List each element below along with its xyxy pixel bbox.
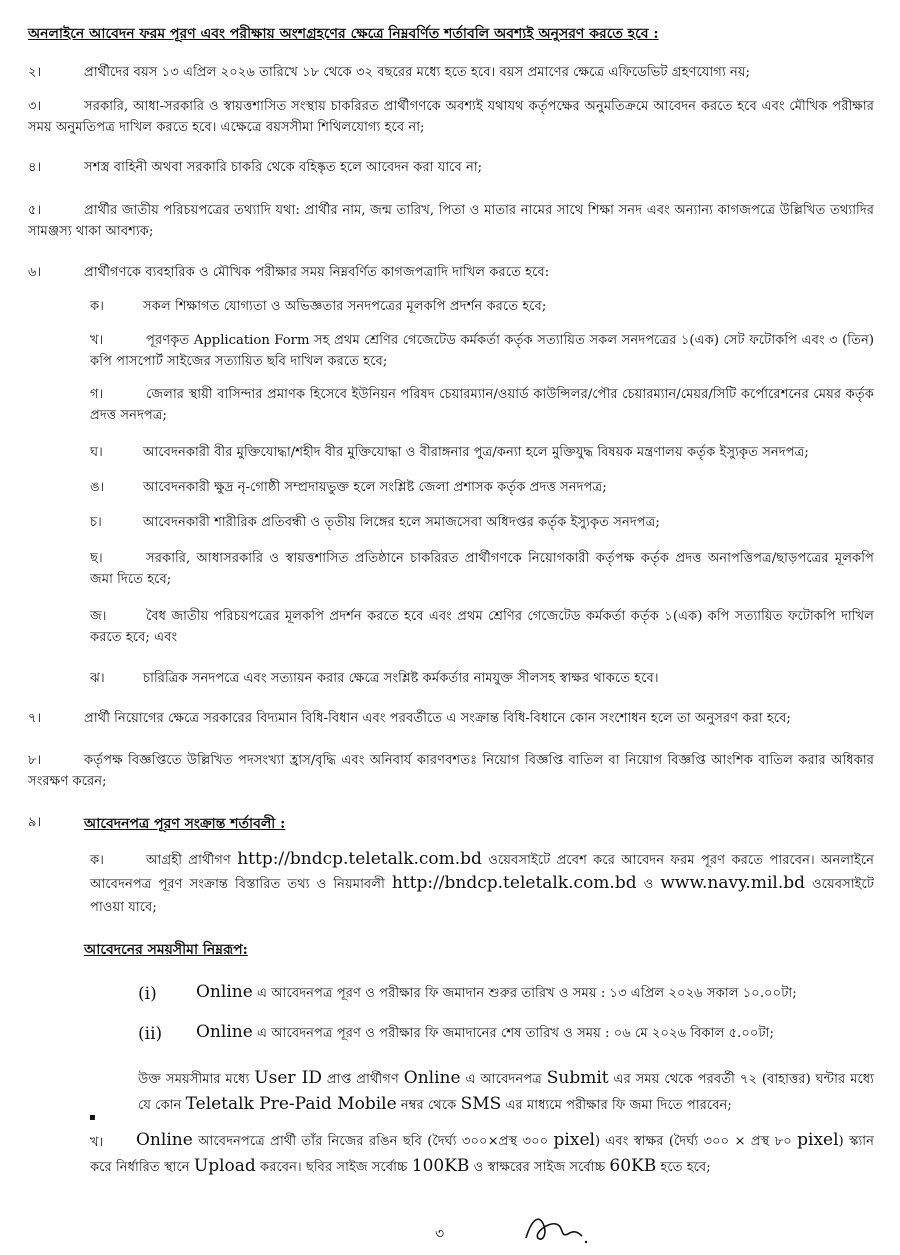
sub-item-number: জ। (90, 609, 107, 624)
text-span: Online (136, 1130, 193, 1150)
fee-note (138, 1066, 874, 1118)
text-span: ) স্ক্যান করে নির্ধারিত স্থানে (90, 1134, 875, 1175)
signature-icon (520, 1208, 590, 1248)
sub-item-text: সরকারি, আধাসরকারি ও স্বায়ত্তশাসিত প্রতিষ্ঠানে চাকরিরত প্রার্থীগণকে নিয়োগকারী কর্তৃপক্ষ কর্তৃক প্রদত্ত অনাপত্তিপত্র/ছাড়পত্রের মূলকপি জমা দিতে হবে; (90, 551, 874, 587)
sub-item-number: খ। (90, 1135, 104, 1150)
item-text: প্রার্থীদের বয়স ১৩ এপ্রিল ২০২৬ তারিখে ১৮ থেকে ৩২ বছরের মধ্যে হতে হবে। বয়স প্রমাণের ক্ষেত্রে এফিডেভিট গ্রহণযোগ্য নয়; (84, 65, 751, 80)
item-text: প্রার্থীর জাতীয় পরিচয়পত্রের তথ্যাদি যথা: প্রার্থীর নাম, জন্ম তারিখ, পিতা ও মাতার নামের সাথে শিক্ষা সনদ এবং অন্যান্য কাগজপত্রে উল্লিখিত তথ্যাদির সামঞ্জস্য থাকা আবশ্যক; (28, 203, 874, 239)
text-span: Online (403, 1068, 461, 1088)
deadline-number: (ii) (138, 1024, 163, 1044)
sub-item-text: আবেদনকারী ক্ষুদ্র নৃ-গোষ্ঠী সম্প্রদায়ভুক্ত হলে সংশ্লিষ্ট জেলা প্রশাসক কর্তৃক প্রদত্ত সনদপত্র; (143, 480, 607, 495)
text-span: আগ্রহী প্রার্থীগণ (146, 853, 238, 868)
item-text: প্রার্থীগণকে ব্যবহারিক ও মৌখিক পরীক্ষার সময় নিম্নবর্ণিত কাগজপত্রাদি দাখিল করতে হবে: (84, 265, 550, 280)
item-number: ২। (28, 65, 42, 80)
sub-item-text: চারিত্রিক সনদপত্রে এবং সত্যায়ন করার ক্ষেত্রে সংশ্লিষ্ট কর্মকর্তার নামযুক্ত সীলসহ স্বাক্ষর থাকতে হবে। (143, 671, 659, 686)
item-text: সশস্ত্র বাহিনী অথবা সরকারি চাকরি থেকে বহিষ্কৃত হলে আবেদন করা যাবে না; (84, 160, 483, 175)
text-span: ও (636, 877, 661, 892)
page-heading: অনলাইনে আবেদন ফরম পূরণ এবং পরীক্ষায় অংশগ্রহণের ক্ষেত্রে নিম্নবর্ণিত শর্তাবলি অবশ্যই অনুসরণ করতে হবে : (28, 26, 659, 42)
website-link[interactable]: http://bndcp.teletalk.com.bd (391, 873, 637, 893)
text-span: Upload (193, 1156, 256, 1176)
text-span: হতে হবে; (656, 1160, 711, 1175)
text-span: ) এবং স্বাক্ষর (দৈর্ঘ্য ৩০০ × প্রস্থ ৮০ (594, 1134, 798, 1149)
text-span: ও স্বাক্ষরের সাইজ সর্বোচ্চ (469, 1160, 610, 1175)
sub-item-number: ক। (90, 853, 104, 868)
website-link[interactable]: www.navy.mil.bd (660, 873, 805, 893)
sub-item-text (90, 1128, 874, 1180)
item-text: কর্তৃপক্ষ বিজ্ঞপ্তিতে উল্লিখিত পদসংখ্যা হ্রাস/বৃদ্ধি এবং অনিবার্য কারণবশতঃ নিয়োগ বিজ্ঞপ্তি বাতিল বা নিয়োগ বিজ্ঞপ্তি আংশিক বাতিল করার অধিকার সংরক্ষণ করেন; (28, 753, 874, 789)
sub-item-number: গ। (90, 387, 104, 402)
item-number: ৩। (28, 99, 42, 114)
sub-item-number: ঘ। (90, 445, 103, 460)
text-span: উক্ত সময়সীমার মধ্যে (138, 1072, 255, 1087)
text-span: ওয়েবসাইটে পাওয়া যাবে; (90, 877, 875, 915)
text-span: এ আবেদনপত্র পূরণ ও পরীক্ষার ফি জমাদানের শেষ তারিখ ও সময় : ০৬ মে ২০২৬ বিকাল ৫.০০টা; (252, 1026, 774, 1041)
online-label: Online (196, 1022, 253, 1042)
text-span: User ID (254, 1068, 322, 1088)
sub-item-text: পূরণকৃত Application Form সহ প্রথম শ্রেণির গেজেটেড কর্মকর্তা কর্তৃক সত্যায়িত সকল সনদপত্রের ১(এক) সেট ফটোকপি এবং ৩ (তিন) কপি পাসপোর্ট সাইজের সত্যায়িত ছবি দাখিল করতে হবে; (90, 333, 874, 369)
sub-item-number: ছ। (90, 551, 103, 566)
text-span: নম্বর থেকে (396, 1098, 461, 1113)
text-span: SMS (460, 1094, 502, 1114)
stray-mark: ▪ (89, 1112, 96, 1123)
sub-item-text (90, 848, 874, 919)
deadline-number: (i) (138, 984, 157, 1004)
sub-item-number: খ। (90, 333, 104, 348)
text-span: প্রাপ্ত প্রার্থীগণ (322, 1072, 404, 1087)
item-number: ৮। (28, 753, 42, 768)
text-span: আবেদনপত্রে প্রার্থী তাঁর নিজের রঙিন ছবি (দৈর্ঘ্য ৩০০×প্রস্থ ৩০০ (192, 1134, 554, 1149)
sub-item-number: ক। (90, 299, 104, 314)
text-span: 100KB (411, 1156, 470, 1176)
item-text: সরকারি, আধা-সরকারি ও স্বায়ত্তশাসিত সংস্থায় চাকরিরত প্রার্থীগণকে অবশ্যই যথাযথ কর্তৃপক্ষের অনুমতিক্রমে আবেদন করতে হবে এবং মৌখিক পরীক্ষার সময় অনুমতিপত্র দাখিল করতে হবে। এক্ষেত্রে বয়সসীমা শিথিলযোগ্য হবে না; (28, 99, 874, 135)
item-number: ৪। (28, 160, 42, 175)
text-span: ওয়েবসাইটে প্রবেশ করে আবেদন ফরম পূরণ করতে পারবেন। অনলাইনে আবেদনপত্র পূরণ সংক্রান্ত বিস্তারিত তথ্য ও নিয়মাবলী (90, 853, 874, 892)
sub-item-text: সকল শিক্ষাগত যোগ্যতা ও অভিজ্ঞতার সনদপত্রের মূলকপি প্রদর্শন করতে হবে; (143, 299, 547, 314)
sub-item-number: ঙ। (90, 480, 105, 495)
item-number: ৭। (28, 711, 42, 726)
text-span: এর সময় থেকে পরবর্তী ৭২ (বাহাত্তর) ঘন্টার মধ্যে যে কোন (138, 1072, 874, 1113)
text-span: pixel (553, 1130, 595, 1150)
deadline-text (196, 982, 876, 1004)
text-span: এ আবেদনপত্র পূরণ ও পরীক্ষার ফি জমাদান শুরুর তারিখ ও সময় : ১৩ এপ্রিল ২০২৬ সকাল ১০.০০টা; (252, 986, 797, 1001)
text-span: এ আবেদনপত্র (460, 1072, 547, 1087)
text-span: pixel (797, 1130, 839, 1150)
text-span: Submit (546, 1068, 609, 1088)
item-number: ৫। (28, 203, 42, 218)
text-span: এর মাধ্যমে পরীক্ষার ফি জমা দিতে পারবেন; (501, 1098, 732, 1113)
sub-item-text: আবেদনকারী বীর মুক্তিযোদ্ধা/শহীদ বীর মুক্তিযোদ্ধা ও বীরাঙ্গনার পুত্র/কন্যা হলে মুক্তিযুদ্ধ বিষয়ক মন্ত্রণালয় কর্তৃক ইস্যুকৃত সনদপত্র; (143, 445, 809, 460)
sub-item-text: বৈধ জাতীয় পরিচয়পত্রের মূলকপি প্রদর্শন করতে হবে এবং প্রথম শ্রেণির গেজেটেড কর্মকর্তা কর্তৃক ১(এক) কপি সত্যায়িত ফটোকপি দাখিল করতে হবে; এবং (90, 609, 874, 645)
sub-item-text: আবেদনকারী শারীরিক প্রতিবন্ধী ও তৃতীয় লিঙ্গের হলে সমাজসেবা অধিদপ্তর কর্তৃক ইস্যুকৃত সনদপত্র; (143, 515, 660, 530)
item-text: প্রার্থী নিয়োগের ক্ষেত্রে সরকারের বিদ্যমান বিধি-বিধান এবং পরবর্তীতে এ সংক্রান্ত বিধি-বিধানে কোন সংশোধন হলে তা অনুসরণ করা হবে; (84, 711, 791, 726)
deadline-text (196, 1022, 876, 1044)
item-number: ৬। (28, 265, 42, 280)
text-span: Teletalk Pre-Paid Mobile (185, 1094, 397, 1114)
sub-item-number: ঝ। (90, 671, 105, 686)
section-title: আবেদনপত্র পূরণ সংক্রান্ত শর্তাবলী : (84, 816, 286, 832)
item-number: ৯। (28, 815, 42, 830)
website-link[interactable]: http://bndcp.teletalk.com.bd (237, 849, 482, 869)
page-number: ৩ (435, 1226, 445, 1242)
online-label: Online (196, 982, 253, 1002)
text-span: করবেন। ছবির সাইজ সর্বোচ্চ (255, 1160, 412, 1175)
text-span: 60KB (609, 1156, 657, 1176)
deadline-title: আবেদনের সময়সীমা নিম্নরূপ: (84, 942, 248, 958)
sub-item-number: চ। (90, 515, 102, 530)
sub-item-text: জেলার স্থায়ী বাসিন্দার প্রমাণক হিসেবে ইউনিয়ন পরিষদ চেয়ারম্যান/ওয়ার্ড কাউন্সিলর/পৌর চেয়ারম্যান/মেয়র/সিটি কর্পোরেশনের মেয়র কর্তৃক প্রদত্ত সনদপত্র; (90, 387, 874, 423)
